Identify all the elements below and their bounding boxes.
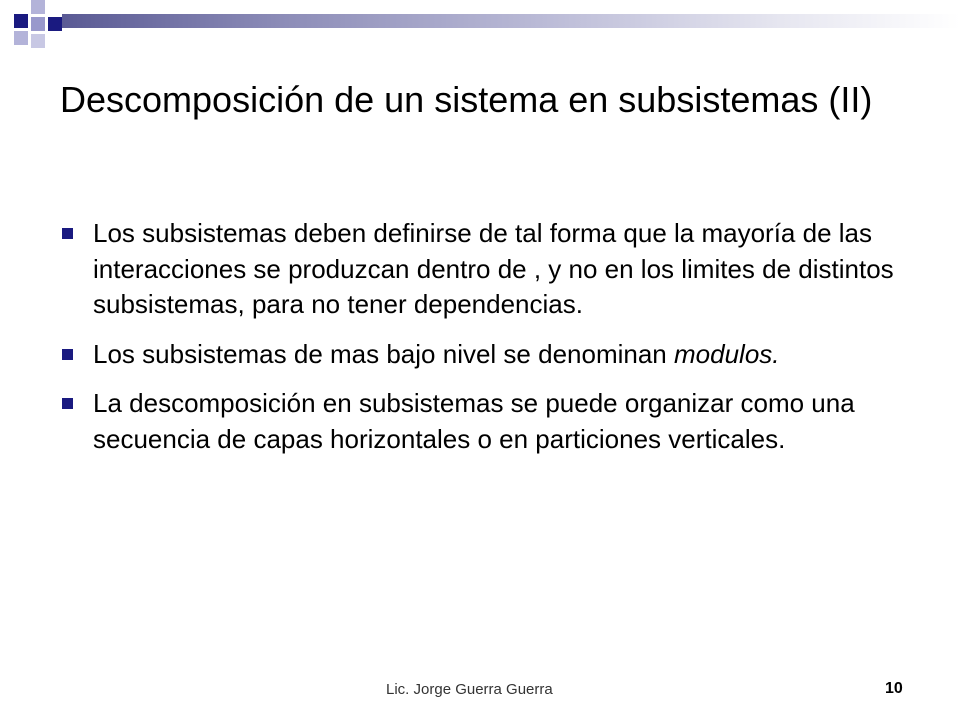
decorative-square bbox=[31, 17, 45, 31]
footer-author: Lic. Jorge Guerra Guerra bbox=[386, 681, 553, 698]
page-number: 10 bbox=[885, 680, 903, 697]
bullet-text: La descomposición en subsistemas se puede organizar como una secuencia de capas horizontales o en particiones verticales. bbox=[93, 388, 855, 454]
bullet-text: Los subsistemas deben definirse de tal forma que la mayoría de las interacciones se produzcan dentro de , y no en los limites de distintos subsistemas, para no tener dependencias. bbox=[93, 218, 894, 319]
bullet-text: Los subsistemas de mas bajo nivel se denominan bbox=[93, 338, 674, 369]
bullet-item bbox=[60, 386, 900, 457]
slide-title: Descomposición de un sistema en subsistemas (II) bbox=[60, 79, 873, 120]
bullet-item bbox=[60, 216, 900, 323]
decorative-square bbox=[14, 14, 28, 28]
square-bullet-icon bbox=[62, 228, 73, 239]
square-bullet-icon bbox=[62, 398, 73, 409]
decorative-square bbox=[31, 0, 45, 14]
decorative-square bbox=[48, 17, 62, 31]
bullet-item bbox=[60, 337, 900, 373]
square-bullet-icon bbox=[62, 349, 73, 360]
decorative-square bbox=[31, 34, 45, 48]
bullet-list bbox=[60, 216, 900, 471]
top-gradient-bar bbox=[62, 14, 960, 28]
decorative-square bbox=[14, 31, 28, 45]
bullet-emphasis: modulos. bbox=[674, 338, 780, 369]
